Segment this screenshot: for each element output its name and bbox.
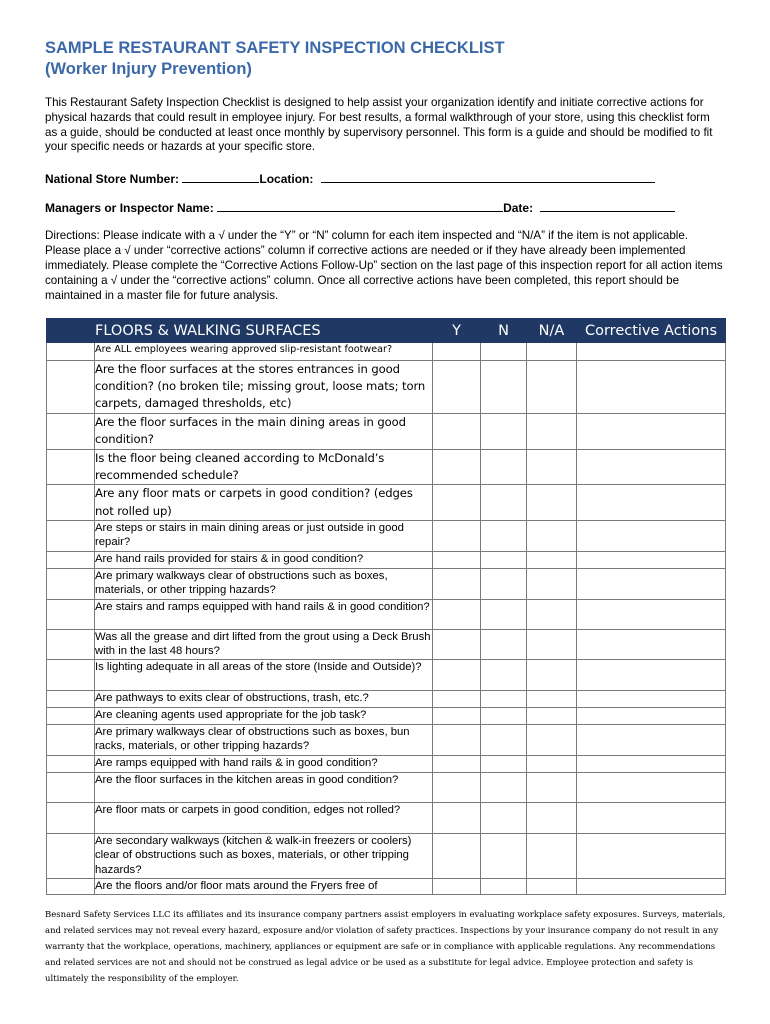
y-checkbox-cell[interactable] [433,802,481,833]
number-cell [47,755,95,772]
manager-field[interactable] [217,200,503,212]
number-cell [47,724,95,755]
y-checkbox-cell[interactable] [433,414,481,450]
y-checkbox-cell[interactable] [433,599,481,629]
y-checkbox-cell[interactable] [433,755,481,772]
y-checkbox-cell[interactable] [433,724,481,755]
number-cell [47,659,95,690]
y-checkbox-cell[interactable] [433,878,481,894]
na-checkbox-cell[interactable] [527,599,577,629]
column-na: N/A [527,319,577,343]
store-location-line [45,171,655,186]
corrective-actions-cell[interactable] [577,772,726,802]
number-cell [47,485,95,520]
question-cell: Are the floors and/or floor mats around the Fryers free of [95,878,433,894]
column-y: Y [433,319,481,343]
question-cell: Are primary walkways clear of obstructions such as boxes, bun racks, materials, or other tripping hazards? [95,724,433,755]
date-label: Date: [503,201,534,215]
corrective-actions-cell[interactable] [577,707,726,724]
y-checkbox-cell[interactable] [433,568,481,599]
n-checkbox-cell[interactable] [481,343,527,361]
question-cell: Are any floor mats or carpets in good condition? (edges not rolled up) [95,485,433,520]
n-checkbox-cell[interactable] [481,724,527,755]
table-row [47,629,726,659]
question-cell: Are pathways to exits clear of obstructions, trash, etc.? [95,690,433,707]
question-cell: Are stairs and ramps equipped with hand rails & in good condition? [95,599,433,629]
manager-date-line [45,200,675,215]
y-checkbox-cell[interactable] [433,659,481,690]
na-checkbox-cell[interactable] [527,833,577,878]
n-checkbox-cell[interactable] [481,772,527,802]
question-cell: Are ramps equipped with hand rails & in good condition? [95,755,433,772]
number-cell [47,551,95,568]
table-row [47,802,726,833]
n-checkbox-cell[interactable] [481,450,527,485]
number-cell [47,690,95,707]
n-checkbox-cell[interactable] [481,833,527,878]
y-checkbox-cell[interactable] [433,772,481,802]
corrective-actions-cell[interactable] [577,802,726,833]
table-row [47,833,726,878]
question-cell: Are the floor surfaces at the stores entrances in good condition? (no broken tile; missing grout, loose mats; torn carpets, damaged thresholds, etc) [95,361,433,414]
n-checkbox-cell[interactable] [481,629,527,659]
na-checkbox-cell[interactable] [527,485,577,520]
table-row [47,414,726,450]
n-checkbox-cell[interactable] [481,599,527,629]
number-cell [47,361,95,414]
location-label: Location: [259,172,314,186]
na-checkbox-cell[interactable] [527,724,577,755]
number-cell [47,414,95,450]
table-row [47,707,726,724]
store-number-label: National Store Number: [45,172,180,186]
na-checkbox-cell[interactable] [527,802,577,833]
question-cell: Are secondary walkways (kitchen & walk-in freezers or coolers) clear of obstructions such as boxes, materials, or other tripping hazards? [95,833,433,878]
y-checkbox-cell[interactable] [433,520,481,551]
number-cell [47,833,95,878]
corrective-actions-cell[interactable] [577,833,726,878]
table-row [47,690,726,707]
na-checkbox-cell[interactable] [527,772,577,802]
n-checkbox-cell[interactable] [481,659,527,690]
intro-paragraph: This Restaurant Safety Inspection Checklist is designed to help assist your organization identify and initiate corrective actions for physical hazards that could result in employee injury. For best results, a formal walkthrough of your store, using this checklist form as a guide, should be conducted at least once monthly by supervisory personnel. This form is a guide and should be modified to fit your specific needs or hazards at your specific store. [45,96,713,154]
na-checkbox-cell[interactable] [527,707,577,724]
question-cell: Is the floor being cleaned according to McDonald’s recommended schedule? [95,450,433,485]
question-cell: Are the floor surfaces in the main dining areas in good condition? [95,414,433,450]
y-checkbox-cell[interactable] [433,450,481,485]
n-checkbox-cell[interactable] [481,802,527,833]
y-checkbox-cell[interactable] [433,690,481,707]
section-title: FLOORS & WALKING SURFACES [95,319,433,343]
table-row [47,755,726,772]
corrective-actions-cell[interactable] [577,629,726,659]
corrective-actions-cell[interactable] [577,343,726,361]
y-checkbox-cell[interactable] [433,707,481,724]
inspection-table [46,318,726,895]
n-checkbox-cell[interactable] [481,707,527,724]
na-checkbox-cell[interactable] [527,629,577,659]
table-row [47,343,726,361]
corrective-actions-cell[interactable] [577,724,726,755]
question-cell: Are steps or stairs in main dining areas or just outside in good repair? [95,520,433,551]
y-checkbox-cell[interactable] [433,629,481,659]
number-cell [47,878,95,894]
number-cell [47,520,95,551]
table-header-row [47,319,726,343]
na-checkbox-cell[interactable] [527,551,577,568]
corrective-actions-cell[interactable] [577,568,726,599]
table-row [47,568,726,599]
n-checkbox-cell[interactable] [481,414,527,450]
header-blank-cell [47,319,95,343]
legal-disclaimer: Besnard Safety Services LLC its affiliates and its insurance company partners assist employers in evaluating workplace safety exposures. Surveys, materials, and related services may not reveal every hazard, exposure and/or violation of safety practices. Inspections by your insurance company do not result in any warranty that the workplace, operations, machinery, appliances or equipment are safe or in compliance with applicable regulations. Any recommendations and related services are not and should not be construed as legal advice or be used as a substitute for legal advice. Employee protection and safety is ultimately the responsibility of the employer. [45,910,726,984]
na-checkbox-cell[interactable] [527,361,577,414]
question-cell: Are cleaning agents used appropriate for the job task? [95,707,433,724]
store-number-field[interactable] [182,171,259,183]
table-row [47,450,726,485]
na-checkbox-cell[interactable] [527,343,577,361]
n-checkbox-cell[interactable] [481,361,527,414]
y-checkbox-cell[interactable] [433,551,481,568]
y-checkbox-cell[interactable] [433,485,481,520]
column-corrective-actions: Corrective Actions [577,319,726,343]
corrective-actions-cell[interactable] [577,551,726,568]
question-cell: Are hand rails provided for stairs & in good condition? [95,551,433,568]
document-title [45,38,505,80]
number-cell [47,772,95,802]
directions-paragraph: Directions: Please indicate with a √ under the “Y” or “N” column for each item inspected and “N/A” if the item is not applicable. Please place a √ under “corrective actions” column if corrective actions are needed or if they have already been implemented immediately. Please complete the “Corrective Actions Follow-Up” section on the last page of this inspection report for all action items containing a √ under the “corrective actions” column. Once all corrective actions have been completed, this report should be maintained in a master file for future analysis. [45,229,723,302]
n-checkbox-cell[interactable] [481,755,527,772]
number-cell [47,629,95,659]
na-checkbox-cell[interactable] [527,690,577,707]
corrective-actions-cell[interactable] [577,485,726,520]
n-checkbox-cell[interactable] [481,568,527,599]
na-checkbox-cell[interactable] [527,520,577,551]
number-cell [47,450,95,485]
corrective-actions-cell[interactable] [577,361,726,414]
table-row [47,485,726,520]
n-checkbox-cell[interactable] [481,520,527,551]
na-checkbox-cell[interactable] [527,414,577,450]
corrective-actions-cell[interactable] [577,755,726,772]
corrective-actions-cell[interactable] [577,520,726,551]
question-cell: Was all the grease and dirt lifted from the grout using a Deck Brush with in the last 48 hours? [95,630,431,658]
corrective-actions-cell[interactable] [577,450,726,485]
na-checkbox-cell[interactable] [527,659,577,690]
number-cell [47,599,95,629]
number-cell [47,802,95,833]
na-checkbox-cell[interactable] [527,755,577,772]
n-checkbox-cell[interactable] [481,551,527,568]
corrective-actions-cell[interactable] [577,599,726,629]
corrective-actions-cell[interactable] [577,878,726,894]
y-checkbox-cell[interactable] [433,361,481,414]
n-checkbox-cell[interactable] [481,485,527,520]
y-checkbox-cell[interactable] [433,833,481,878]
corrective-actions-cell[interactable] [577,659,726,690]
table-row [47,361,726,414]
corrective-actions-cell[interactable] [577,690,726,707]
corrective-actions-cell[interactable] [577,414,726,450]
column-n: N [481,319,527,343]
question-cell: Are floor mats or carpets in good condition, edges not rolled? [95,802,433,833]
n-checkbox-cell[interactable] [481,690,527,707]
na-checkbox-cell[interactable] [527,568,577,599]
n-checkbox-cell[interactable] [481,878,527,894]
question-cell: Are primary walkways clear of obstructions such as boxes, materials, or other tripping hazards? [95,568,433,599]
question-cell: Are ALL employees wearing approved slip-resistant footwear? [95,343,433,361]
na-checkbox-cell[interactable] [527,878,577,894]
location-field[interactable] [321,171,655,183]
table-row [47,520,726,551]
table-row [47,551,726,568]
number-cell [47,343,95,361]
table-row [47,724,726,755]
manager-label: Managers or Inspector Name: [45,201,214,215]
table-row [47,659,726,690]
title-line-1: SAMPLE RESTAURANT SAFETY INSPECTION CHECKLIST [45,39,505,57]
date-field[interactable] [540,200,675,212]
number-cell [47,707,95,724]
question-cell: Is lighting adequate in all areas of the store (Inside and Outside)? [95,659,433,690]
table-row [47,599,726,629]
question-cell: Are the floor surfaces in the kitchen areas in good condition? [95,772,433,802]
y-checkbox-cell[interactable] [433,343,481,361]
na-checkbox-cell[interactable] [527,450,577,485]
title-line-2: (Worker Injury Prevention) [45,60,252,78]
table-row [47,878,726,894]
number-cell [47,568,95,599]
table-row [47,772,726,802]
